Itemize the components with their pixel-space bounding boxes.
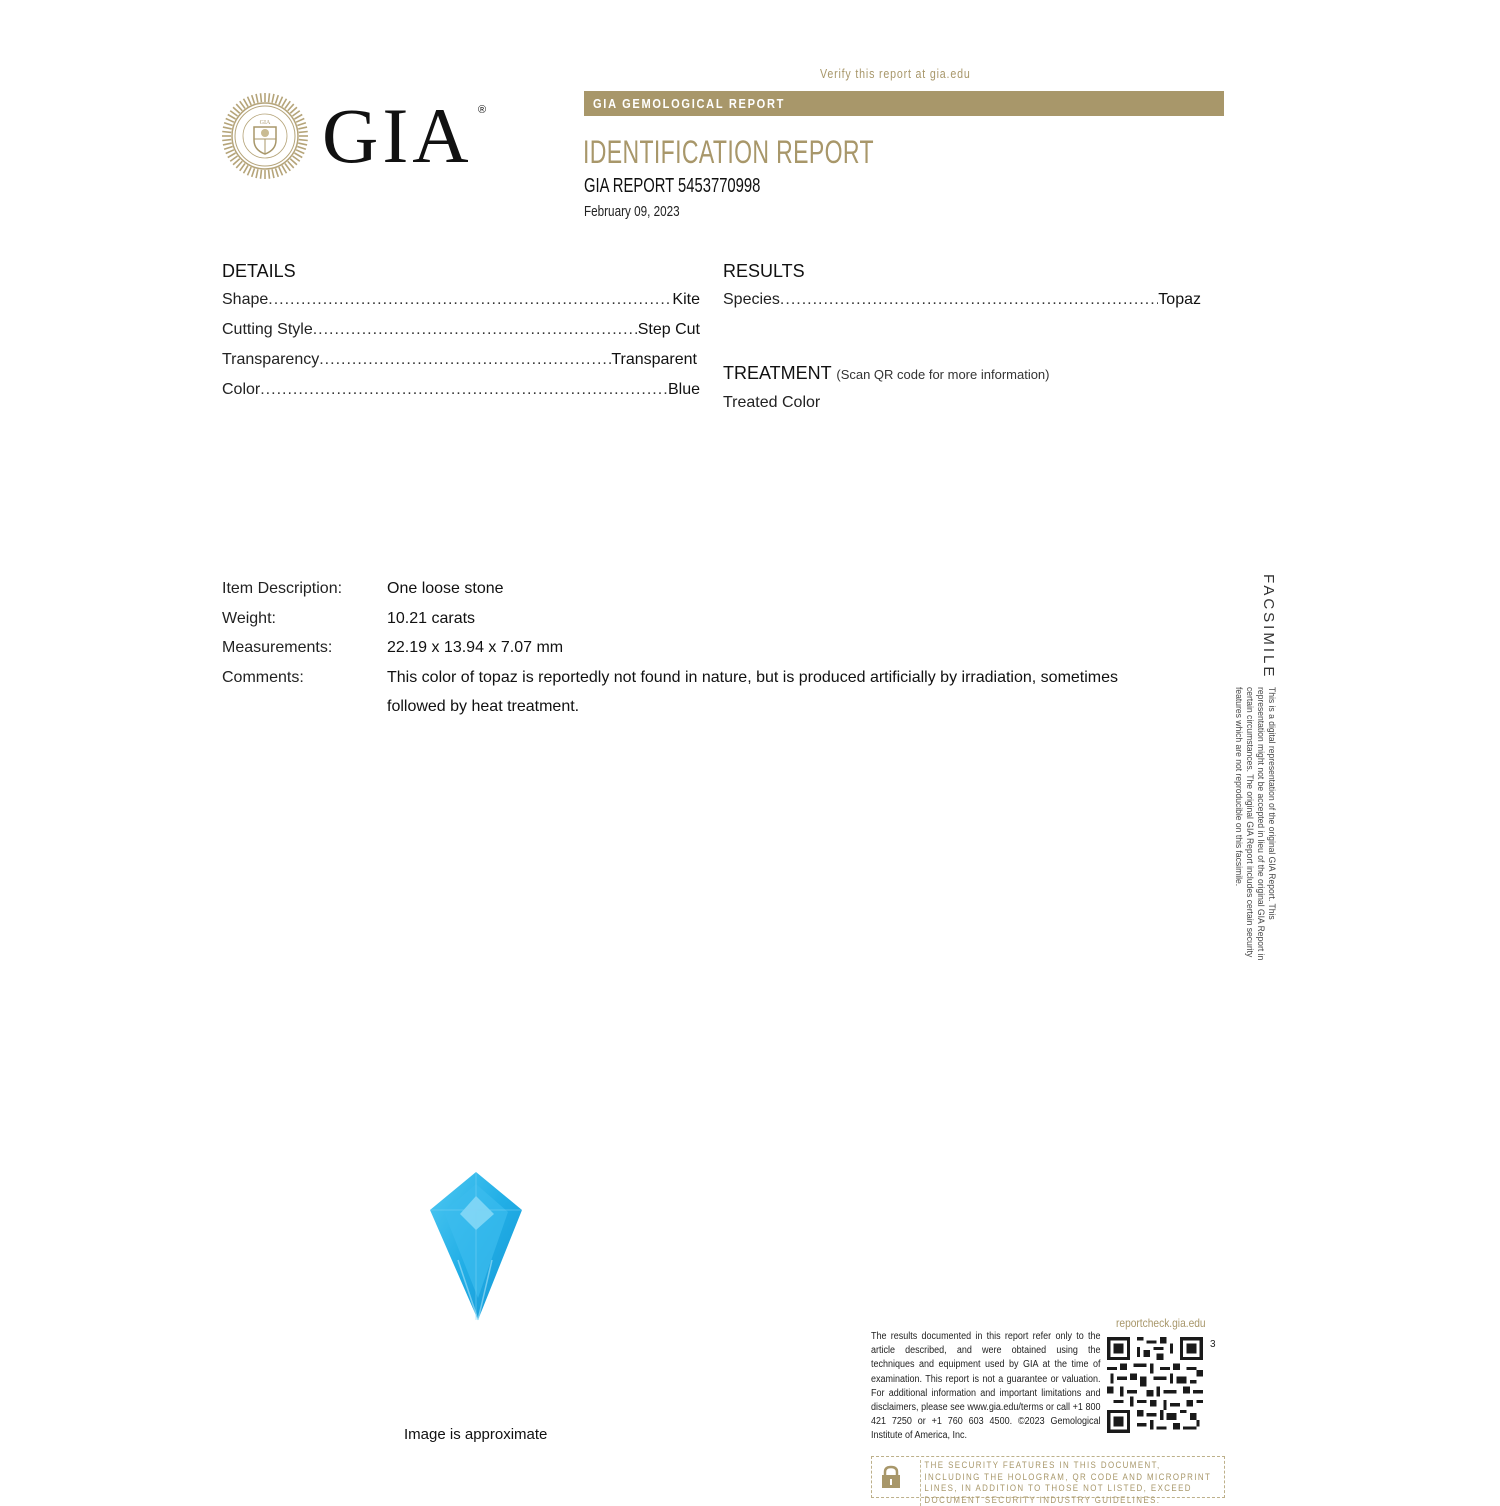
detail-value: Transparent — [611, 351, 697, 368]
detail-label: Shape — [222, 291, 269, 308]
report-type-title: IDENTIFICATION REPORT — [583, 134, 874, 170]
detail-row-shape — [222, 291, 700, 321]
facsimile-notice — [1233, 574, 1277, 994]
leader-dots — [260, 381, 668, 399]
facsimile-word: FACSIMILE — [1260, 574, 1277, 680]
info-label: Weight: — [222, 609, 276, 627]
info-label: Measurements: — [222, 639, 333, 656]
svg-text:GIA: GIA — [259, 120, 271, 126]
leader-dots — [780, 291, 1158, 309]
detail-label: Cutting Style — [222, 321, 313, 338]
report-number: GIA REPORT 5453770998 — [584, 175, 761, 197]
info-row-item-description — [222, 574, 1202, 604]
result-row-species — [723, 291, 1201, 321]
detail-value: Kite — [672, 291, 700, 308]
info-label: Comments: — [222, 668, 304, 686]
treatment-value: Treated Color — [723, 394, 821, 411]
detail-value: Blue — [667, 381, 700, 398]
info-row-comments — [222, 663, 1202, 722]
info-row-weight — [222, 604, 1202, 634]
info-label: Item Description: — [222, 580, 343, 597]
result-label: Species — [723, 291, 780, 308]
info-value: 22.19 x 13.94 x 7.07 mm — [387, 639, 564, 656]
details-section — [222, 261, 700, 411]
report-banner — [584, 91, 1224, 116]
results-title: RESULTS — [723, 261, 805, 281]
report-banner-label: GIA GEMOLOGICAL REPORT — [593, 96, 786, 111]
treatment-title — [723, 363, 1050, 384]
lock-icon — [880, 1465, 902, 1489]
gia-seal-logo — [221, 92, 309, 180]
info-value: One loose stone — [387, 580, 504, 597]
info-row-measurements — [222, 633, 1202, 663]
gem-image — [428, 1170, 524, 1322]
reportcheck-link[interactable]: reportcheck.gia.edu — [1116, 1316, 1206, 1330]
leader-dots — [313, 321, 638, 339]
result-value: Topaz — [1158, 291, 1201, 308]
results-section — [723, 261, 1201, 321]
registered-mark: ® — [478, 104, 487, 116]
gia-logo-wordmark: GIA — [322, 92, 473, 179]
treatment-note: (Scan QR code for more information) — [836, 367, 1050, 382]
verify-link[interactable]: Verify this report at gia.edu — [820, 66, 971, 81]
detail-value: Step Cut — [637, 321, 700, 338]
item-info-section — [222, 574, 1202, 722]
leader-dots — [268, 291, 672, 309]
detail-label: Color — [222, 381, 261, 398]
detail-row-cutting-style — [222, 321, 700, 351]
detail-row-transparency — [222, 351, 700, 381]
detail-row-color — [222, 381, 700, 411]
report-date: February 09, 2023 — [584, 203, 680, 220]
qr-code[interactable] — [1107, 1337, 1203, 1433]
gem-image-caption: Image is approximate — [404, 1426, 548, 1443]
security-notice-text: THE SECURITY FEATURES IN THIS DOCUMENT, INCLUDING THE HOLOGRAM, QR CODE AND MICROPRINT LINES, IN ADDITION TO THOSE NOT LISTED, EXCEED DOCUMENT SECURITY INDUSTRY GUIDELINES. — [920, 1460, 1219, 1506]
detail-label: Transparency — [222, 351, 320, 368]
info-value: This color of topaz is reportedly not found in nature, but is produced artificially by irradiation, sometimes followed by heat treatment. — [387, 668, 1119, 715]
details-title: DETAILS — [222, 261, 296, 281]
security-notice — [871, 1456, 1225, 1505]
facsimile-text: This is a digital representation of the original GIA Report. This representation might not be accepted in lieu of the original GIA Report in certain circumstances. The original GIA Report includes certain security features which are not reproducible on this facsimile. — [1233, 687, 1277, 961]
disclaimer-text: The results documented in this report refer only to the article described, and were obtained using the techniques and equipment used by GIA at the time of examination. This report is not a guarantee or valuation. For additional information and important limitations and disclaimers, please see www.gia.edu/terms or call +1 800 421 7250 or +1 760 603 4500. ©2023 Gemological Institute of America, Inc. — [871, 1331, 1101, 1442]
qr-page-number: 3 — [1210, 1339, 1216, 1350]
leader-dots — [319, 351, 611, 369]
treatment-heading: TREATMENT — [723, 363, 832, 383]
info-value: 10.21 carats — [387, 609, 476, 627]
